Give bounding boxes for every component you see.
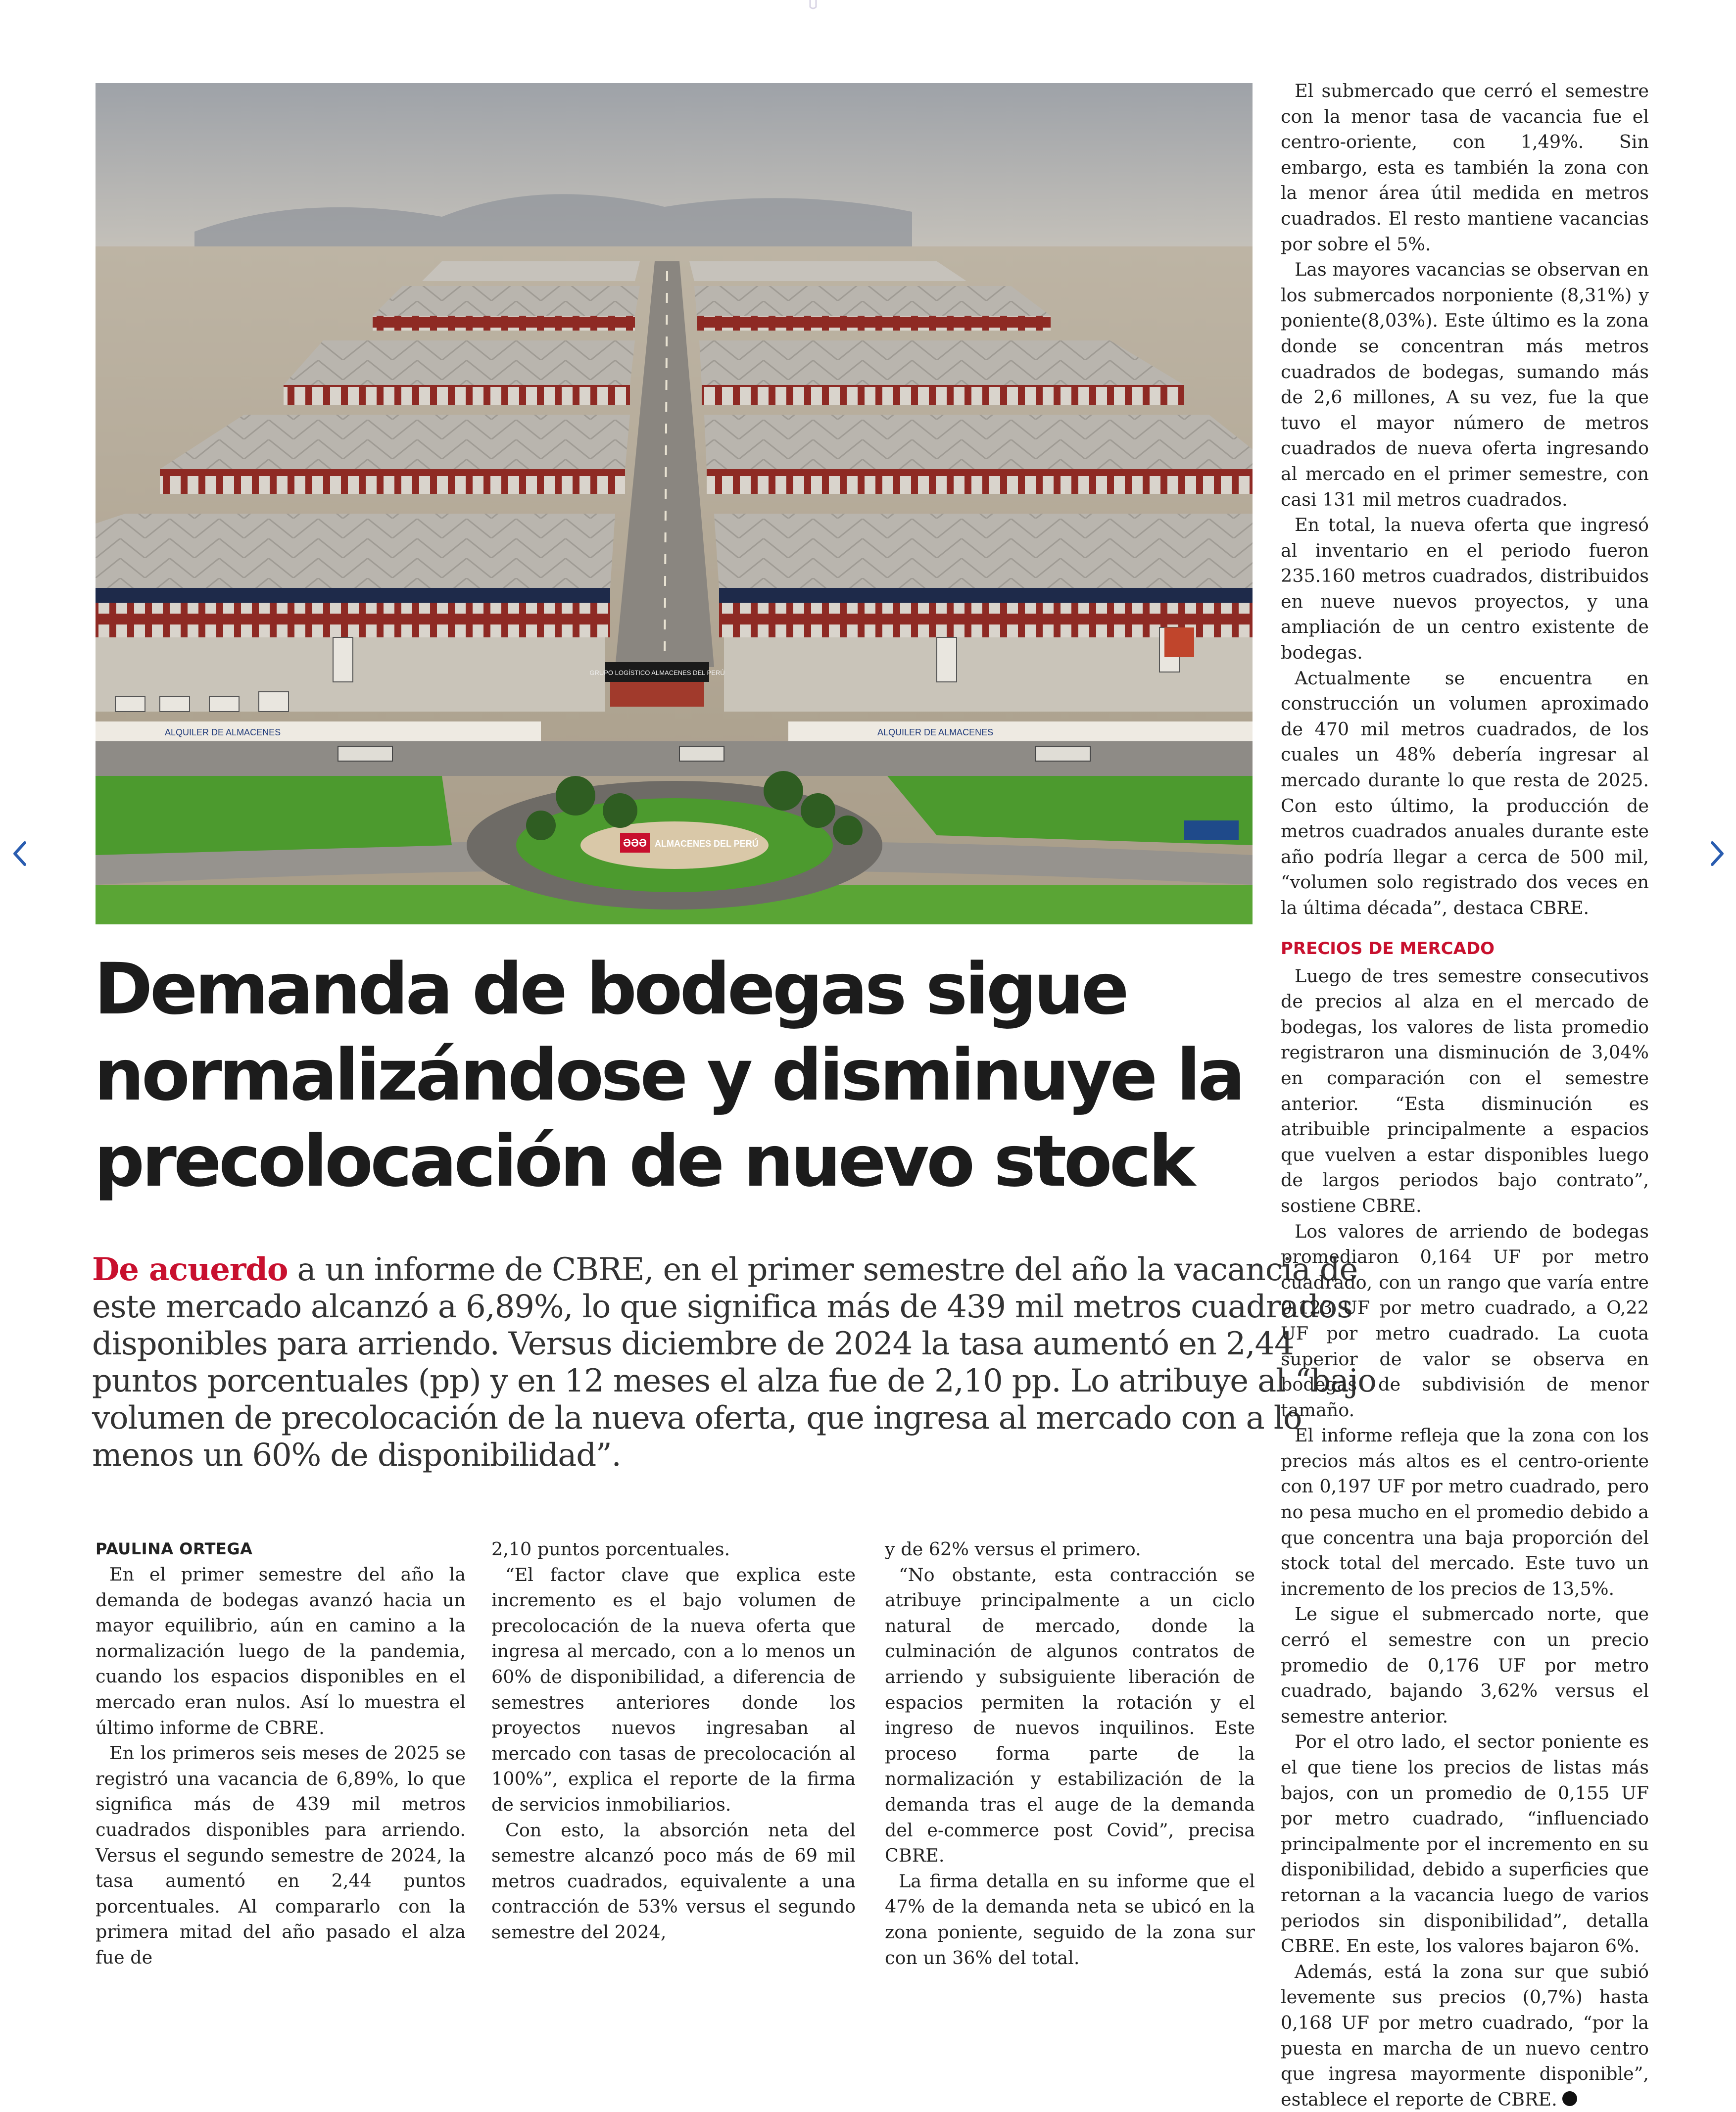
previous-page-arrow-icon[interactable]: [2, 836, 37, 871]
body-column-3: [885, 1536, 1255, 1970]
body-text: Además, está la zona sur que subió levemente sus precios (0,7%) hasta 0,168 UF por metro cuadrado, “por la puesta en marcha de un nuevo centro que ingresa mayormente disponible”, establece el reporte de CBRE.: [1281, 1961, 1649, 2110]
headline-line: precolocación de nuevo stock: [94, 1120, 1193, 1202]
body-column-1: [96, 1536, 466, 1970]
body-paragraph: y de 62% versus el primero.: [885, 1538, 1141, 1560]
svg-text:GRUPO LOGÍSTICO ALMACENES DEL: GRUPO LOGÍSTICO ALMACENES DEL PERÚ: [589, 669, 725, 676]
body-paragraph: “No obstante, esta contracción se atribuye principalmente a un ciclo natural de mercado, donde la culminación de algunos contratos de arriendo y subsiguiente liberación de espacios permiten la rotación y el ingreso de nuevos inquilinos. Este proceso forma parte de la normalización y estabilización de la demanda tras el auge de la demanda del e-commerce post Covid”, precisa CBRE.: [885, 1564, 1255, 1867]
headline: [94, 946, 1262, 1204]
body-paragraph: Las mayores vacancias se observan en los submercados norponiente (8,31%) y poniente(8,03%). Este último es la zona donde se concentran más metros cuadrados de bodegas, sumando más de 2,6 millones, A su vez, fue la que tuvo el mayor número de metros cuadrados de nueva oferta ingresando al mercado en el primer semestre, con casi 131 mil metros cuadrados.: [1281, 259, 1649, 510]
body-paragraph: Los valores de arriendo de bodegas promediaron 0,164 UF por metro cuadrado, con un rango que varía entre 0,123 UF por metro cuadrado, a O,22 UF por metro cuadrado. La cuota superior de valor se observa en bodegas de subdivisión de menor tamaño.: [1281, 1220, 1649, 1421]
aerial-warehouse-photo: [96, 83, 1253, 924]
body-paragraph: En el primer semestre del año la demanda de bodegas avanzó hacia un mayor equilibrio, aún en camino a la normalización luego de la pandemia, cuando los espacios disponibles en el mercado eran nulos. Así lo muestra el último informe de CBRE.: [96, 1564, 466, 1738]
body-paragraph-last: [1281, 1959, 1649, 2112]
body-paragraph: “El factor clave que explica este incremento es el bajo volumen de precolocación de la nueva oferta que ingresa al mercado, con a lo menos un 60% de disponibilidad, a diferencia de semestres anteriores donde los proyectos nuevos ingresaban al mercado con tasas de precolocación al 100%”, explica el reporte de la firma de servicios inmobiliarios.: [491, 1564, 856, 1815]
section-heading: PRECIOS DE MERCADO: [1281, 938, 1495, 959]
lead-paragraph: [92, 1251, 1376, 1474]
page-marker-icon: [803, 0, 823, 11]
body-paragraph: 2,10 puntos porcentuales.: [491, 1538, 730, 1560]
photo-logo-text: ALMACENES DEL PERÚ: [655, 839, 759, 849]
headline-line: normalizándose y disminuye la: [94, 1034, 1243, 1116]
body-paragraph: En los primeros seis meses de 2025 se registró una vacancia de 6,89%, lo que significa más de 439 mil metros cuadrados disponibles para arriendo. Versus el segundo semestre de 2024, la tasa aumentó en 2,44 puntos porcentuales. Al compararlo con la primera mitad del año pasado el alza fue de: [96, 1742, 466, 1968]
lead-line: disponibles para arriendo. Versus diciembre de 2024 la tasa aumentó en 2,44: [92, 1326, 1294, 1362]
next-page-arrow-icon[interactable]: [1700, 836, 1735, 871]
lead-kicker: De acuerdo: [92, 1251, 288, 1288]
body-paragraph: Actualmente se encuentra en construcción un volumen aproximado de 470 mil metros cuadrados, de los cuales un 48% debería ingresar al mercado durante lo que resta de 2025. Con esto último, la producción de metros cuadrados anuales durante este año podría llegar a cerca de 500 mil, “volumen solo registrado dos veces en la última década”, destaca CBRE.: [1281, 667, 1649, 918]
body-paragraph: La firma detalla en su informe que el 47% de la demanda neta se ubicó en la zona poniente, seguido de la zona sur con un 36% del total.: [885, 1870, 1255, 1968]
body-paragraph: El informe refleja que la zona con los precios más altos es el centro-oriente con 0,197 UF por metro cuadrado, pero no pesa mucho en el promedio debido a que concentra una baja proporción del stock total del mercado. Este tuvo un incremento de los precios de 13,5%.: [1281, 1425, 1649, 1599]
lead-line: puntos porcentuales (pp) y en 12 meses el alza fue de 2,10 pp. Lo atribuye al “bajo: [92, 1363, 1376, 1399]
byline: PAULINA ORTEGA: [96, 1539, 253, 1558]
lead-line: a un informe de CBRE, en el primer semestre del año la vacancia de: [288, 1251, 1358, 1288]
body-paragraph: Con esto, la absorción neta del semestre alcanzó poco más de 69 mil metros cuadrados, equivalente a una contracción de 53% versus el segundo semestre del 2024,: [491, 1819, 856, 1943]
banner-text-left: ALQUILER DE ALMACENES: [165, 727, 281, 737]
body-paragraph: En total, la nueva oferta que ingresó al inventario en el periodo fueron 235.160 metros cuadrados, distribuidos en nueve nuevos proyectos, y una ampliación de un centro existente de bodegas.: [1281, 514, 1649, 664]
body-column-4: [1281, 78, 1649, 2112]
body-column-2: [491, 1536, 856, 1945]
banner-text-right: ALQUILER DE ALMACENES: [877, 727, 994, 737]
lead-line: este mercado alcanzó a 6,89%, lo que significa más de 439 mil metros cuadrados: [92, 1289, 1352, 1325]
end-of-article-icon: [1562, 2091, 1577, 2106]
lead-line: volumen de precolocación de la nueva oferta, que ingresa al mercado con a lo: [92, 1400, 1302, 1437]
body-paragraph: Le sigue el submercado norte, que cerró el semestre con un precio promedio de 0,176 UF por metro cuadrado, bajando 3,62% versus el semestre anterior.: [1281, 1603, 1649, 1727]
body-paragraph: Por el otro lado, el sector poniente es el que tiene los precios de listas más bajos, con un promedio de 0,155 UF por metro cuadrado, “influenciado principalmente por el incremento en su disponibilidad, debido a superficies que retornan a la vacancia luego de varios periodos sin disponibilidad”, detalla CBRE. En este, los valores bajaron 6%.: [1281, 1731, 1649, 1957]
headline-line: Demanda de bodegas sigue: [94, 948, 1126, 1030]
body-paragraph: Luego de tres semestre consecutivos de precios al alza en el mercado de bodegas, los valores de lista promedio registraron una disminución de 3,04% en comparación con el semestre anterior. “Esta disminución es atribuible principalmente a espacios que vuelven a estar disponibles luego de largos periodos bajo contrato”, sostiene CBRE.: [1281, 965, 1649, 1216]
lead-line: menos un 60% de disponibilidad”.: [92, 1437, 621, 1474]
body-paragraph: El submercado que cerró el semestre con la menor tasa de vacancia fue el centro-oriente, con 1,49%. Sin embargo, esta es también la zona con la menor área útil medida en metros cuadrados. El resto mantiene vacancias por sobre el 5%.: [1281, 80, 1649, 255]
photo-logo-mark: ƏƏƏ: [623, 837, 647, 849]
